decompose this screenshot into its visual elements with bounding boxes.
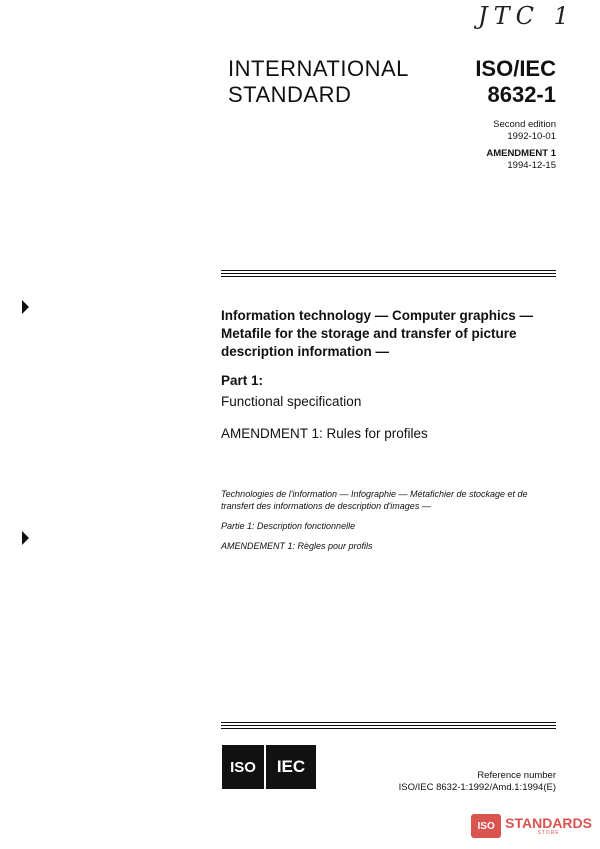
amendment-label: AMENDMENT 1 (486, 148, 556, 159)
standard-prefix: ISO/IEC (475, 56, 556, 81)
document-type-line-2: STANDARD (228, 82, 352, 107)
divider-rule-3 (221, 276, 556, 277)
standard-number (475, 56, 556, 108)
standard-code: 8632-1 (487, 82, 556, 107)
part-label: Part 1: (221, 373, 264, 388)
reference-block (399, 770, 556, 794)
amendment-date: 1994-12-15 (507, 160, 556, 171)
margin-bullet-icon (22, 531, 29, 545)
iso-logo: ISO (222, 745, 264, 789)
divider-rule-2 (221, 273, 556, 274)
edition-date: 1992-10-01 (507, 131, 556, 142)
margin-bullet-icon (22, 300, 29, 314)
french-title: Technologies de l'information — Infographie — Métafichier de stockage et de transfert des informations de description d'images — (221, 489, 528, 511)
document-type-line-1: INTERNATIONAL (228, 56, 409, 81)
iec-logo: IEC (266, 745, 316, 789)
watermark-text: STANDARDS (505, 815, 592, 831)
part-name: Functional specification (221, 394, 362, 409)
edition-block (486, 119, 556, 172)
watermark-iso-badge: ISO (471, 814, 501, 838)
watermark-subtext: STORE (537, 830, 560, 836)
reference-label: Reference number (477, 770, 556, 781)
footer-rule-3 (221, 728, 556, 729)
handwritten-note: JTC 1 (478, 2, 575, 30)
divider-rule-1 (221, 270, 556, 271)
document-title: Information technology — Computer graphics — Metafile for the storage and transfer of picture description information — (221, 308, 534, 359)
logos (222, 745, 316, 789)
french-amendment: AMENDEMENT 1: Règles pour profils (221, 541, 373, 551)
reference-number: ISO/IEC 8632-1:1992/Amd.1:1994(E) (398, 782, 556, 793)
french-part: Partie 1: Description fonctionnelle (221, 521, 356, 531)
amendment-title: AMENDMENT 1: Rules for profiles (221, 426, 428, 441)
document-type (228, 56, 409, 108)
edition-label: Second edition (493, 119, 556, 130)
footer-rule-1 (221, 722, 556, 723)
footer-rule-2 (221, 725, 556, 726)
standards-store-watermark (471, 814, 592, 838)
